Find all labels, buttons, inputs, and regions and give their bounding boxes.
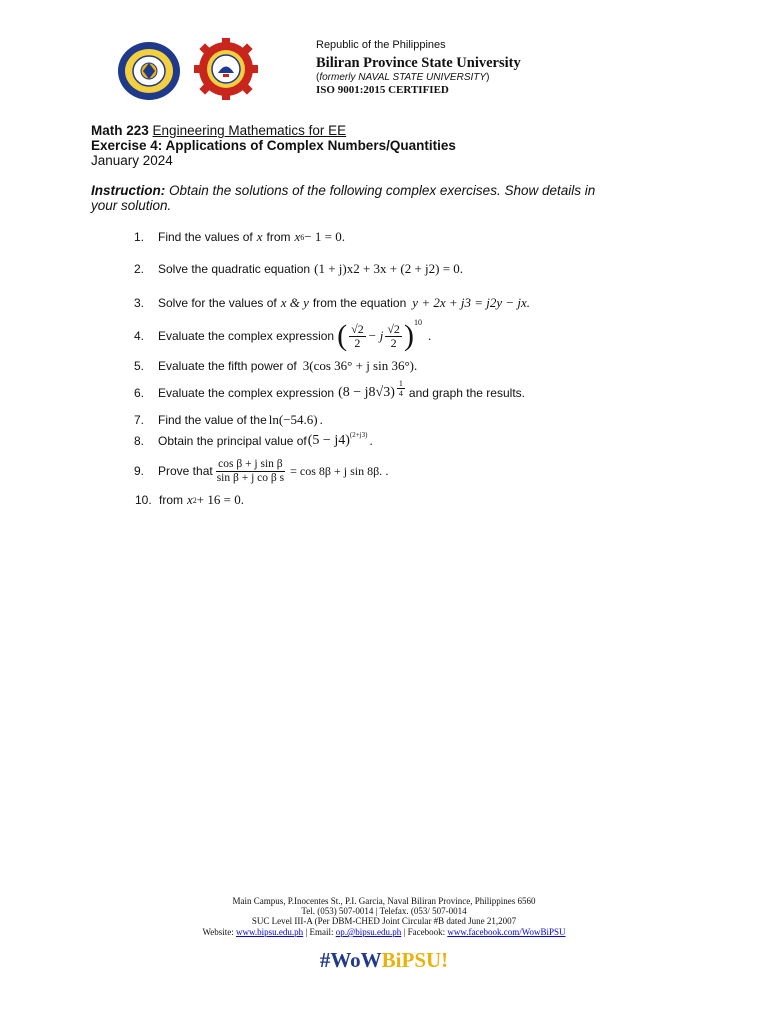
formerly-paren-close: ) — [486, 72, 490, 83]
list-item — [134, 358, 417, 374]
slogan-wow: #WoW — [319, 948, 382, 972]
item-number: 1. — [134, 230, 145, 244]
list-item — [134, 433, 373, 449]
email-link[interactable]: op.@bipsu.edu.ph — [335, 927, 402, 937]
facebook-link[interactable]: www.facebook.com/WowBiPSU — [447, 927, 566, 937]
item-text: Find the values of — [158, 230, 253, 244]
paren-close: ) — [403, 319, 414, 352]
bipsu-seal-icon — [117, 41, 181, 101]
paren-open: ( — [337, 319, 348, 352]
fraction — [215, 458, 286, 485]
exercise-title: Exercise 4: Applications of Complex Numbers/Quantities — [91, 138, 456, 153]
item-text: from — [159, 493, 183, 507]
item-number: 3. — [134, 296, 145, 310]
formerly-text: formerly NAVAL STATE UNIVERSITY — [319, 72, 487, 83]
item-math: x — [256, 229, 263, 244]
fraction-denominator: 4 — [398, 389, 403, 398]
footer-contacts — [0, 927, 768, 937]
slogan-bipsu: BiPSU! — [381, 948, 449, 972]
fraction-numerator: √2 — [351, 321, 364, 336]
instruction-text: Obtain the solutions of the following complex exercises. Show details in — [169, 183, 596, 198]
instruction-label: Instruction: — [91, 183, 166, 198]
list-item — [134, 295, 530, 311]
exercise-date: January 2024 — [91, 153, 173, 168]
engineering-gear-seal-icon — [192, 38, 260, 100]
item-number: 7. — [134, 413, 145, 427]
item-math: 3(cos 36° + j sin 36°). — [302, 358, 418, 373]
item-math: (5 − j4) — [307, 433, 350, 448]
item-math-exponent: 10 — [413, 318, 422, 327]
item-text: Prove that — [158, 464, 213, 478]
item-text: Evaluate the complex expression — [158, 329, 335, 343]
fraction-denominator: 2 — [354, 335, 361, 350]
item-tail: and graph the results. — [408, 386, 525, 400]
item-tail: . — [385, 464, 389, 478]
item-math: (8 − j8√3) — [338, 385, 395, 400]
fraction-exponent — [397, 379, 405, 398]
item-text: Find the value of the — [158, 413, 267, 427]
list-item — [134, 455, 389, 487]
formerly-line — [316, 72, 489, 83]
footer-phone: Tel. (053) 507-0014 | Telefax. (053/ 507-0014 — [301, 906, 467, 916]
website-link[interactable]: www.bipsu.edu.ph — [236, 927, 304, 937]
item-number: 10. — [135, 493, 152, 507]
list-item — [134, 412, 323, 428]
item-tail: . — [319, 412, 323, 427]
list-item — [134, 229, 345, 245]
item-math: x — [294, 229, 301, 244]
item-math: (1 + j)x2 + 3x + (2 + j2) = 0. — [314, 261, 464, 276]
list-item — [134, 379, 525, 407]
list-item — [134, 261, 463, 277]
item-text: Evaluate the complex expression — [158, 386, 335, 400]
list-item — [135, 492, 244, 508]
fraction-numerator: 1 — [398, 379, 403, 388]
fraction-numerator: √2 — [387, 321, 400, 336]
email-label: | Email: — [305, 927, 334, 937]
item-math-exponent: (2+j3) — [349, 431, 368, 439]
slogan — [0, 948, 768, 973]
item-math: ln(−54.6) — [268, 412, 318, 427]
facebook-label: | Facebook: — [403, 927, 446, 937]
item-text: Evaluate the fifth power of — [158, 359, 297, 373]
item-math-exponent: 2 — [192, 495, 197, 505]
website-label: Website: — [202, 927, 234, 937]
formerly-paren-open: ( — [316, 72, 320, 83]
item-number: 8. — [134, 434, 145, 448]
item-number: 9. — [134, 464, 145, 478]
item-math: = cos 8β + j sin 8β. — [290, 463, 383, 478]
fraction-denominator: sin β + j co β s — [216, 471, 285, 484]
item-tail: . — [369, 433, 373, 448]
instruction-text-2: your solution. — [91, 198, 172, 213]
course-line — [91, 123, 346, 138]
item-math: − 1 = 0. — [304, 229, 345, 244]
course-code: Math 223 — [91, 123, 149, 138]
item-text: from — [266, 230, 291, 244]
republic-line: Republic of the Philippines — [316, 39, 446, 51]
item-math: y + 2x + j3 = j2y − jx. — [412, 295, 531, 310]
footer-suc-level: SUC Level III-A (Per DBM-CHED Joint Circular #B dated June 21,2007 — [251, 916, 517, 926]
fraction — [349, 323, 366, 350]
item-text: Solve for the values of — [158, 296, 277, 310]
instruction — [91, 183, 595, 198]
item-number: 5. — [134, 359, 145, 373]
item-text: Solve the quadratic equation — [158, 262, 311, 276]
item-text: Obtain the principal value of — [158, 434, 307, 448]
fraction-denominator: 2 — [390, 335, 397, 350]
university-name: Biliran Province State University — [316, 55, 521, 71]
item-number: 4. — [134, 329, 145, 343]
item-math: x & y — [280, 295, 309, 310]
course-title: Engineering Mathematics for EE — [152, 123, 347, 138]
item-math: − j — [367, 328, 384, 343]
list-item — [134, 316, 431, 356]
item-math: + 16 = 0. — [196, 492, 244, 507]
iso-certification: ISO 9001:2015 CERTIFIED — [316, 84, 449, 96]
item-text: from the equation — [312, 296, 407, 310]
footer-address: Main Campus, P.Inocentes St., P.I. Garcia, Naval Biliran Province, Philippines 6560 — [232, 896, 536, 906]
fraction-numerator: cos β + j sin β — [218, 457, 283, 470]
item-math: x — [187, 492, 193, 507]
item-number: 2. — [134, 262, 145, 276]
fraction — [385, 323, 402, 350]
item-math-exponent: 6 — [300, 232, 305, 242]
item-tail: . — [427, 328, 432, 343]
item-number: 6. — [134, 386, 145, 400]
